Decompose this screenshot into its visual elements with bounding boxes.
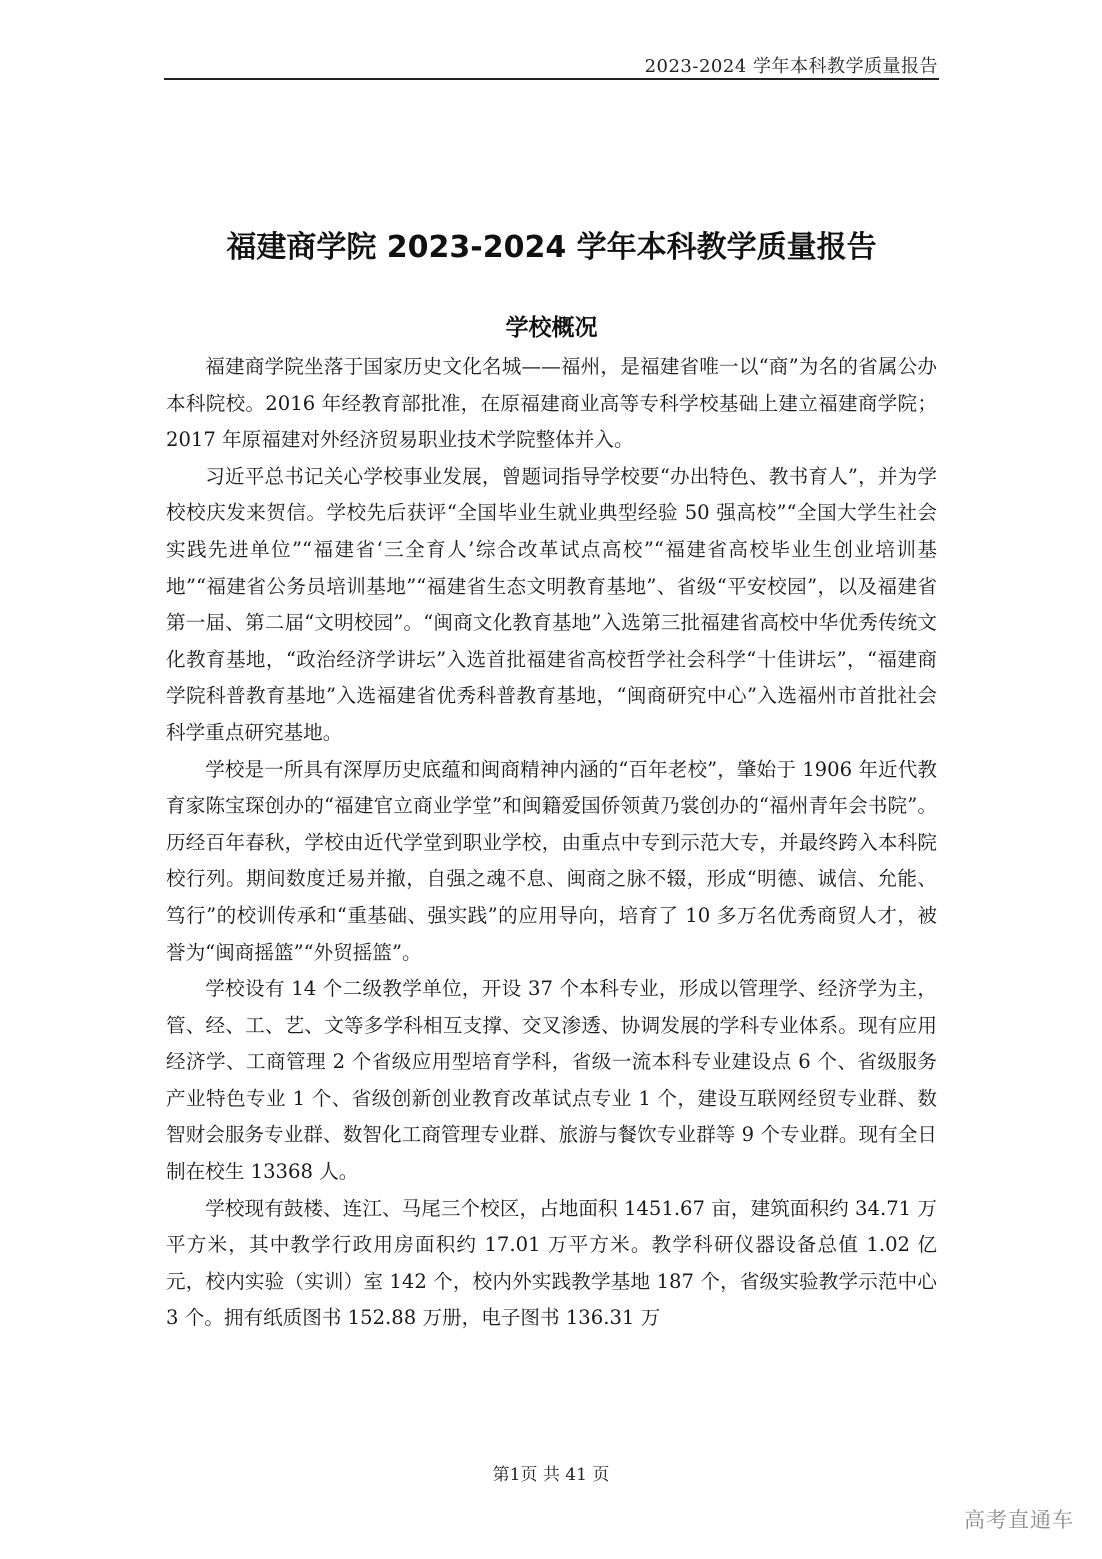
header-divider [164,78,939,80]
watermark: 高考直通车 [964,1508,1074,1532]
paragraph: 福建商学院坐落于国家历史文化名城——福州，是福建省唯一以“商”为名的省属公办本科院校。2016 年经教育部批准，在原福建商业高等专科学校基础上建立福建商学院；2017 年原福建对外经济贸易职业技术学院整体并入。 [166,355,937,452]
paragraph: 学校现有鼓楼、连江、马尾三个校区，占地面积 1451.67 亩，建筑面积约 34.71 万平方米，其中教学行政用房面积约 17.01 万平方米。教学科研仪器设备总值 1.02 亿元，校内实验（实训）室 142 个，校内外实践教学基地 187 个，省级实验教学示范中心 3 个。拥有纸质图书 152.88 万册，电子图书 136.31 万 [166,1196,937,1330]
document-title: 福建商学院 2023-2024 学年本科教学质量报告 [226,230,877,265]
page-number: 第1页 共 41 页 [492,1465,610,1485]
section-title: 学校概况 [505,315,598,341]
running-header: 2023-2024 学年本科教学质量报告 [644,56,938,77]
paragraph: 学校是一所具有深厚历史底蕴和闽商精神内涵的“百年老校”，肇始于 1906 年近代教育家陈宝琛创办的“福建官立商业学堂”和闽籍爱国侨领黄乃裳创办的“福州青年会书院”。历经百年春秋，学校由近代学堂到职业学校，由重点中专到示范大专，并最终跨入本科院校行列。期间数度迁易并撤，自强之魂不息、闽商之脉不辍，形成“明德、诚信、允能、笃行”的校训传承和“重基础、强实践”的应用导向，培育了 10 多万名优秀商贸人才，被誉为“闽商摇篮”“外贸摇篮”。 [166,757,937,964]
paragraph: 学校设有 14 个二级教学单位，开设 37 个本科专业，形成以管理学、经济学为主，管、经、工、艺、文等多学科相互支撑、交叉渗透、协调发展的学科专业体系。现有应用经济学、工商管理 2 个省级应用型培育学科，省级一流本科专业建设点 6 个、省级服务产业特色专业 1 个、省级创新创业教育改革试点专业 1 个，建设互联网经贸专业群、数智财会服务专业群、数智化工商管理专业群、旅游与餐饮专业群等 9 个专业群。现有全日制在校生 13368 人。 [166,977,937,1184]
document-body [166,349,937,1337]
paragraph: 习近平总书记关心学校事业发展，曾题词指导学校要“办出特色、教书育人”，并为学校校庆发来贺信。学校先后获评“全国毕业生就业典型经验 50 强高校”“全国大学生社会实践先进单位”“福建省‘三全育人’综合改革试点高校”“福建省高校毕业生创业培训基地”“福建省公务员培训基地”“福建省生态文明教育基地”、省级“平安校园”，以及福建省第一届、第二届“文明校园”。“闽商文化教育基地”入选第三批福建省高校中华优秀传统文化教育基地，“政治经济学讲坛”入选首批福建省高校哲学社会科学“十佳讲坛”，“福建商学院科普教育基地”入选福建省优秀科普教育基地，“闽商研究中心”入选福州市首批社会科学重点研究基地。 [166,464,937,744]
